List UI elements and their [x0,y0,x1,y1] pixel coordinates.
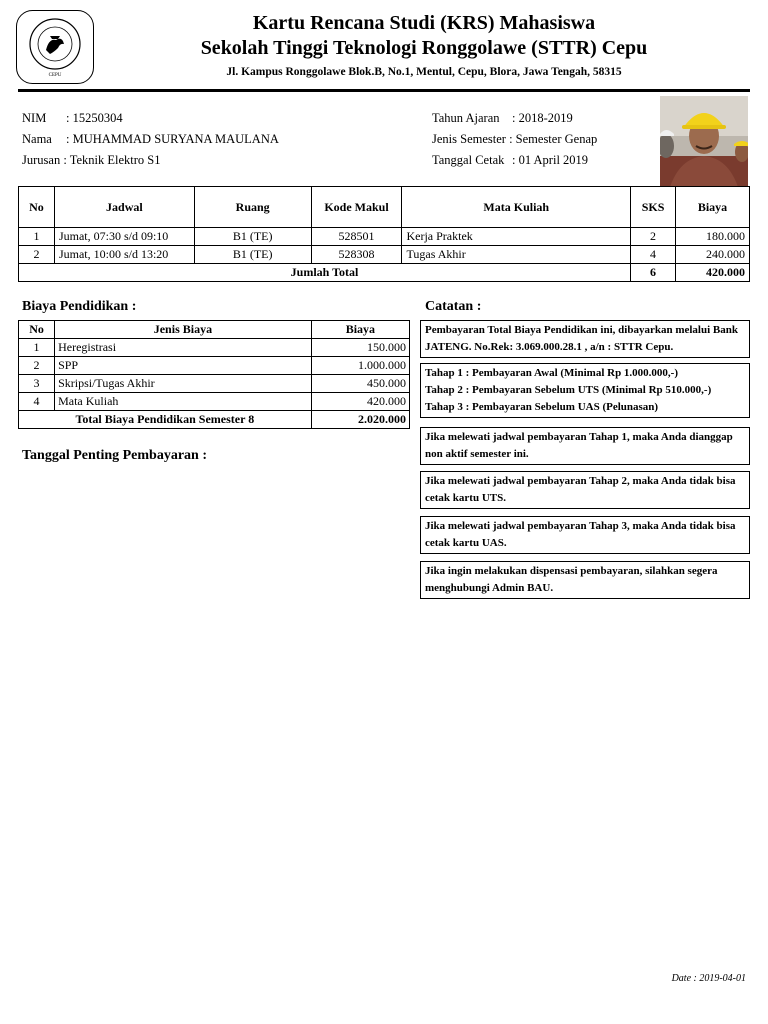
jurusan-row [22,150,279,171]
col-no: No [19,321,55,339]
col-biaya: Biaya [311,321,409,339]
total-biaya: 420.000 [676,264,750,282]
total-label: Jumlah Total [19,264,631,282]
cell-biaya: 450.000 [311,375,409,393]
biaya-total-label: Total Biaya Pendidikan Semester 8 [19,411,312,429]
biaya-total-value: 2.020.000 [311,411,409,429]
cell-no: 1 [19,339,55,357]
col-no: No [19,187,55,228]
tahap-3: Tahap 3 : Pembayaran Sebelum UAS (Pelunasan) [425,401,659,413]
nama-row [22,129,279,150]
biaya-total-row [19,411,410,429]
table-row [19,339,410,357]
cell-ruang: B1 (TE) [194,246,311,264]
institution-name: Sekolah Tinggi Teknologi Ronggolawe (STTR) Cepu [200,37,648,59]
cell-biaya: 150.000 [311,339,409,357]
cell-jadwal: Jumat, 10:00 s/d 13:20 [54,246,194,264]
semester-row [432,129,597,150]
nim-value: : 15250304 [66,111,123,125]
nim-row [22,108,279,129]
total-sks: 6 [631,264,676,282]
nama-label: Nama [22,132,52,146]
catatan-title: Catatan : [425,299,482,314]
cell-no: 2 [19,246,55,264]
cell-jenis: SPP [55,357,312,375]
cell-jenis: Mata Kuliah [55,393,312,411]
cell-biaya: 1.000.000 [311,357,409,375]
footer-date: Date : 2019-04-01 [671,973,746,984]
krs-table [18,186,750,282]
page-title: Kartu Rencana Studi (KRS) Mahasiswa [252,12,596,34]
cell-sks: 4 [631,246,676,264]
cell-matkul: Kerja Praktek [402,228,631,246]
svg-text:CEPU: CEPU [48,73,62,78]
cell-ruang: B1 (TE) [194,228,311,246]
cell-kode: 528501 [311,228,402,246]
note-tahap-3: Jika melewati jadwal pembayaran Tahap 3, maka Anda tidak bisa cetak kartu UAS. [420,516,750,554]
student-info-right [432,108,597,171]
cell-no: 2 [19,357,55,375]
cell-jadwal: Jumat, 07:30 s/d 09:10 [54,228,194,246]
tahun-label: Tahun Ajaran [432,111,500,125]
college-logo [16,10,94,84]
header-divider [18,89,750,92]
cell-biaya: 180.000 [676,228,750,246]
col-jenis-biaya: Jenis Biaya [55,321,312,339]
krs-total-row [19,264,750,282]
jurusan-value: : Teknik Elektro S1 [63,153,161,167]
cell-biaya: 420.000 [311,393,409,411]
cetak-row [432,150,597,171]
cetak-value: : 01 April 2019 [512,153,589,167]
note-tahap-2: Jika melewati jadwal pembayaran Tahap 2, maka Anda tidak bisa cetak kartu UTS. [420,471,750,509]
tahun-row [432,108,597,129]
cell-no: 3 [19,375,55,393]
col-jadwal: Jadwal [54,187,194,228]
jurusan-label: Jurusan [22,153,61,167]
note-dispensasi: Jika ingin melakukan dispensasi pembayaran, silahkan segera menghubungi Admin BAU. [420,561,750,599]
cetak-label: Tanggal Cetak [432,153,505,167]
table-row [19,228,750,246]
institution-address: Jl. Kampus Ronggolawe Blok.B, No.1, Mentul, Cepu, Blora, Jawa Tengah, 58315 [226,66,622,78]
student-info-left [22,108,279,171]
cell-biaya: 240.000 [676,246,750,264]
table-row [19,393,410,411]
table-row [19,375,410,393]
col-sks: SKS [631,187,676,228]
table-row [19,357,410,375]
student-photo [660,96,748,187]
cell-jenis: Heregistrasi [55,339,312,357]
tanggal-penting-title: Tanggal Penting Pembayaran : [22,448,207,463]
payment-info-note: Pembayaran Total Biaya Pendidikan ini, dibayarkan melalui Bank JATENG. No.Rek: 3.069.000.28.1 , a/n : STTR Cepu. [420,320,750,358]
cell-no: 4 [19,393,55,411]
tahap-1: Tahap 1 : Pembayaran Awal (Minimal Rp 1.000.000,-) [425,367,679,379]
nim-label: NIM [22,111,47,125]
note-tahap-1: Jika melewati jadwal pembayaran Tahap 1, maka Anda dianggap non aktif semester ini. [420,427,750,465]
payment-stages-note [420,363,750,418]
biaya-header-row [19,321,410,339]
cell-jenis: Skripsi/Tugas Akhir [55,375,312,393]
col-kode-makul: Kode Makul [311,187,402,228]
cell-no: 1 [19,228,55,246]
col-biaya: Biaya [676,187,750,228]
cell-sks: 2 [631,228,676,246]
biaya-section-title: Biaya Pendidikan : [22,299,137,314]
table-row [19,246,750,264]
tahap-2: Tahap 2 : Pembayaran Sebelum UTS (Minimal Rp 510.000,-) [425,384,712,396]
col-mata-kuliah: Mata Kuliah [402,187,631,228]
nama-value: : MUHAMMAD SURYANA MAULANA [66,132,279,146]
krs-header-row [19,187,750,228]
col-ruang: Ruang [194,187,311,228]
semester-label: Jenis Semester [432,132,506,146]
cell-matkul: Tugas Akhir [402,246,631,264]
cell-kode: 528308 [311,246,402,264]
tahun-value: : 2018-2019 [512,111,573,125]
biaya-table [18,320,410,429]
semester-value: : Semester Genap [509,132,598,146]
